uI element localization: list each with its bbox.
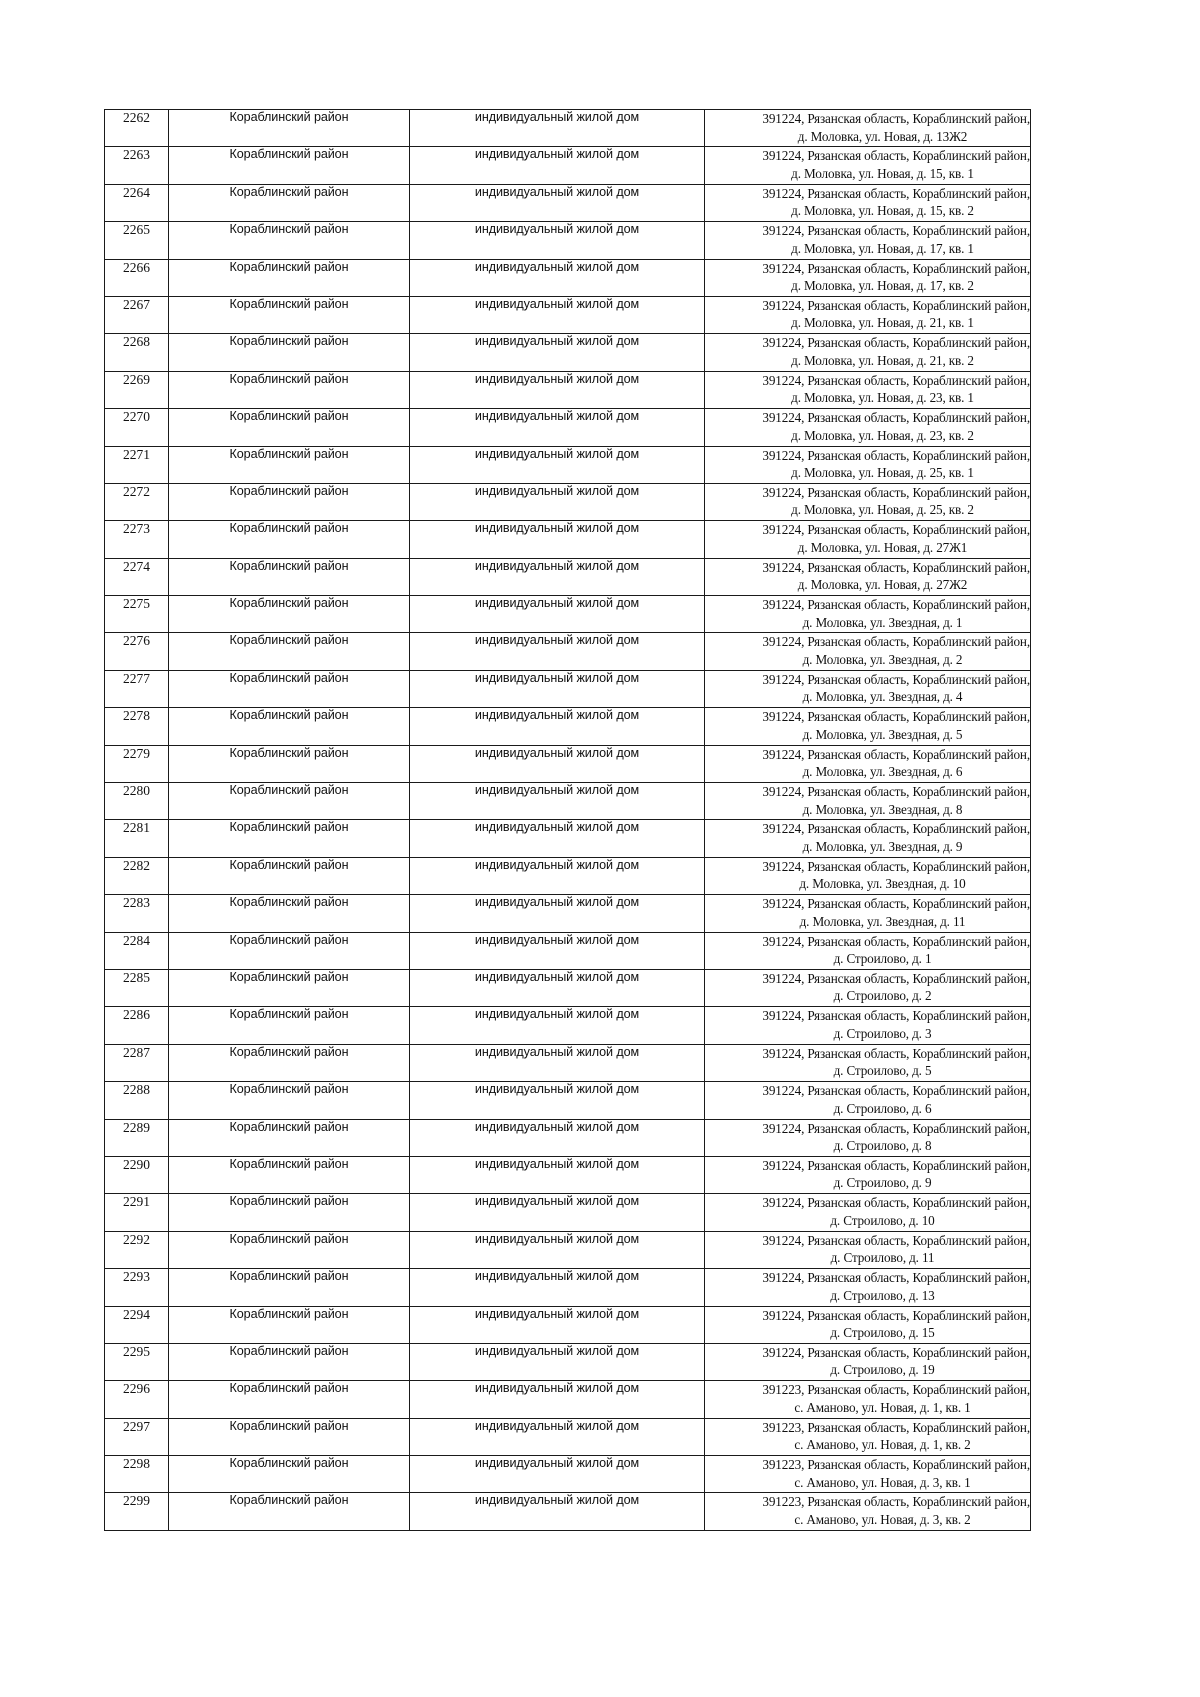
- object-type-cell: индивидуальный жилой дом: [410, 1231, 705, 1268]
- row-number-cell: 2287: [105, 1044, 169, 1081]
- address-cell: [705, 708, 1031, 745]
- object-type-cell: индивидуальный жилой дом: [410, 222, 705, 259]
- table-row: [105, 184, 1031, 221]
- district-cell: Кораблинский район: [169, 446, 410, 483]
- table-row: [105, 708, 1031, 745]
- address-cell: [705, 296, 1031, 333]
- table-row: [105, 1493, 1031, 1530]
- address-line-1: 391224, Рязанская область, Кораблинский район,: [762, 597, 1030, 613]
- address-cell: [705, 1418, 1031, 1455]
- object-type-cell: индивидуальный жилой дом: [410, 1306, 705, 1343]
- address-line-2: д. Моловка, ул. Новая, д. 25, кв. 1: [791, 465, 974, 481]
- address-line-2: д. Моловка, ул. Новая, д. 15, кв. 1: [791, 165, 974, 181]
- object-type-cell: индивидуальный жилой дом: [410, 1194, 705, 1231]
- district-cell: Кораблинский район: [169, 1194, 410, 1231]
- address-cell: [705, 222, 1031, 259]
- object-type-cell: индивидуальный жилой дом: [410, 1343, 705, 1380]
- table-row: [105, 1418, 1031, 1455]
- district-cell: Кораблинский район: [169, 1381, 410, 1418]
- table-row: [105, 745, 1031, 782]
- object-type-cell: индивидуальный жилой дом: [410, 110, 705, 147]
- district-cell: Кораблинский район: [169, 932, 410, 969]
- address-line-2: д. Моловка, ул. Новая, д. 15, кв. 2: [791, 203, 974, 219]
- district-cell: Кораблинский район: [169, 1156, 410, 1193]
- object-type-cell: индивидуальный жилой дом: [410, 1044, 705, 1081]
- address-cell: [705, 1007, 1031, 1044]
- address-line-2: с. Аманово, ул. Новая, д. 1, кв. 1: [794, 1399, 971, 1415]
- address-cell: [705, 932, 1031, 969]
- table-row: [105, 446, 1031, 483]
- district-cell: Кораблинский район: [169, 857, 410, 894]
- address-cell: [705, 895, 1031, 932]
- address-cell: [705, 483, 1031, 520]
- object-type-cell: индивидуальный жилой дом: [410, 745, 705, 782]
- row-number-cell: 2297: [105, 1418, 169, 1455]
- address-line-2: д. Моловка, ул. Звездная, д. 10: [799, 876, 966, 892]
- address-line-1: 391224, Рязанская область, Кораблинский район,: [762, 111, 1030, 126]
- address-line-1: 391224, Рязанская область, Кораблинский район,: [762, 1083, 1030, 1099]
- address-line-2: д. Строилово, д. 5: [833, 1063, 932, 1079]
- table-row: [105, 1456, 1031, 1493]
- address-line-2: д. Строилово, д. 11: [830, 1250, 935, 1266]
- address-line-1: 391224, Рязанская область, Кораблинский район,: [762, 223, 1030, 239]
- object-type-cell: индивидуальный жилой дом: [410, 558, 705, 595]
- object-type-cell: индивидуальный жилой дом: [410, 1156, 705, 1193]
- row-number-cell: 2270: [105, 409, 169, 446]
- district-cell: Кораблинский район: [169, 1418, 410, 1455]
- row-number-cell: 2284: [105, 932, 169, 969]
- object-type-cell: индивидуальный жилой дом: [410, 670, 705, 707]
- row-number-cell: 2288: [105, 1082, 169, 1119]
- table-row: [105, 334, 1031, 371]
- address-line-1: 391224, Рязанская область, Кораблинский район,: [762, 1344, 1030, 1360]
- table-row: [105, 932, 1031, 969]
- row-number-cell: 2262: [105, 110, 169, 147]
- object-type-cell: индивидуальный жилой дом: [410, 259, 705, 296]
- row-number-cell: 2275: [105, 596, 169, 633]
- row-number-cell: 2267: [105, 296, 169, 333]
- row-number-cell: 2280: [105, 783, 169, 820]
- address-line-2: д. Моловка, ул. Новая, д. 21, кв. 2: [791, 352, 974, 368]
- table-row: [105, 371, 1031, 408]
- object-type-cell: индивидуальный жилой дом: [410, 1007, 705, 1044]
- table-row: [105, 633, 1031, 670]
- table-row: [105, 1381, 1031, 1418]
- address-line-1: 391224, Рязанская область, Кораблинский район,: [762, 410, 1030, 426]
- table-row: [105, 521, 1031, 558]
- address-cell: [705, 1343, 1031, 1380]
- table-row: [105, 1306, 1031, 1343]
- address-line-1: 391224, Рязанская область, Кораблинский район,: [762, 1270, 1030, 1286]
- address-line-2: д. Моловка, ул. Новая, д. 17, кв. 1: [791, 240, 974, 256]
- object-type-cell: индивидуальный жилой дом: [410, 708, 705, 745]
- table-row: [105, 1343, 1031, 1380]
- address-cell: [705, 1231, 1031, 1268]
- table-row: [105, 1119, 1031, 1156]
- district-cell: Кораблинский район: [169, 409, 410, 446]
- address-line-1: 391223, Рязанская область, Кораблинский район,: [762, 1419, 1030, 1435]
- address-cell: [705, 1381, 1031, 1418]
- object-type-cell: индивидуальный жилой дом: [410, 783, 705, 820]
- address-cell: [705, 184, 1031, 221]
- address-cell: [705, 783, 1031, 820]
- address-line-1: 391224, Рязанская область, Кораблинский район,: [762, 297, 1030, 313]
- address-cell: [705, 1269, 1031, 1306]
- address-line-1: 391224, Рязанская область, Кораблинский район,: [762, 634, 1030, 650]
- object-type-cell: индивидуальный жилой дом: [410, 596, 705, 633]
- table-row: [105, 558, 1031, 595]
- district-cell: Кораблинский район: [169, 708, 410, 745]
- district-cell: Кораблинский район: [169, 147, 410, 184]
- object-type-cell: индивидуальный жилой дом: [410, 483, 705, 520]
- address-cell: [705, 110, 1031, 147]
- row-number-cell: 2282: [105, 857, 169, 894]
- object-type-cell: индивидуальный жилой дом: [410, 1456, 705, 1493]
- address-cell: [705, 334, 1031, 371]
- table-row: [105, 1269, 1031, 1306]
- table-row: [105, 783, 1031, 820]
- object-type-cell: индивидуальный жилой дом: [410, 633, 705, 670]
- district-cell: Кораблинский район: [169, 1456, 410, 1493]
- table-row: [105, 1044, 1031, 1081]
- table-row: [105, 857, 1031, 894]
- address-line-1: 391224, Рязанская область, Кораблинский район,: [762, 671, 1030, 687]
- registry-table-body: [105, 110, 1031, 1531]
- address-cell: [705, 1306, 1031, 1343]
- row-number-cell: 2283: [105, 895, 169, 932]
- address-cell: [705, 371, 1031, 408]
- district-cell: Кораблинский район: [169, 521, 410, 558]
- address-cell: [705, 558, 1031, 595]
- address-line-1: 391224, Рязанская область, Кораблинский район,: [762, 559, 1030, 575]
- table-row: [105, 969, 1031, 1006]
- address-cell: [705, 1044, 1031, 1081]
- address-line-1: 391224, Рязанская область, Кораблинский район,: [762, 784, 1030, 800]
- district-cell: Кораблинский район: [169, 1119, 410, 1156]
- row-number-cell: 2281: [105, 820, 169, 857]
- address-line-2: с. Аманово, ул. Новая, д. 3, кв. 2: [794, 1511, 971, 1527]
- row-number-cell: 2278: [105, 708, 169, 745]
- object-type-cell: индивидуальный жилой дом: [410, 334, 705, 371]
- table-row: [105, 895, 1031, 932]
- address-cell: [705, 409, 1031, 446]
- address-line-2: д. Строилово, д. 6: [833, 1100, 932, 1116]
- address-line-1: 391223, Рязанская область, Кораблинский район,: [762, 1382, 1030, 1398]
- district-cell: Кораблинский район: [169, 1343, 410, 1380]
- address-cell: [705, 1082, 1031, 1119]
- row-number-cell: 2299: [105, 1493, 169, 1530]
- address-line-1: 391224, Рязанская область, Кораблинский район,: [762, 484, 1030, 500]
- address-cell: [705, 259, 1031, 296]
- address-line-2: д. Моловка, ул. Новая, д. 23, кв. 1: [791, 390, 974, 406]
- address-line-2: д. Моловка, ул. Звездная, д. 4: [802, 689, 963, 705]
- object-type-cell: индивидуальный жилой дом: [410, 446, 705, 483]
- housing-registry-table: [104, 109, 1031, 1531]
- address-line-2: д. Строилово, д. 19: [830, 1362, 935, 1378]
- row-number-cell: 2291: [105, 1194, 169, 1231]
- district-cell: Кораблинский район: [169, 1044, 410, 1081]
- object-type-cell: индивидуальный жилой дом: [410, 296, 705, 333]
- address-line-2: д. Моловка, ул. Новая, д. 23, кв. 2: [791, 427, 974, 443]
- table-row: [105, 147, 1031, 184]
- address-line-2: д. Моловка, ул. Звездная, д. 8: [802, 801, 963, 817]
- address-line-2: д. Моловка, ул. Новая, д. 21, кв. 1: [791, 315, 974, 331]
- address-cell: [705, 670, 1031, 707]
- table-row: [105, 222, 1031, 259]
- address-line-1: 391224, Рязанская область, Кораблинский район,: [762, 896, 1030, 912]
- row-number-cell: 2264: [105, 184, 169, 221]
- object-type-cell: индивидуальный жилой дом: [410, 969, 705, 1006]
- row-number-cell: 2269: [105, 371, 169, 408]
- object-type-cell: индивидуальный жилой дом: [410, 1082, 705, 1119]
- object-type-cell: индивидуальный жилой дом: [410, 1269, 705, 1306]
- row-number-cell: 2263: [105, 147, 169, 184]
- object-type-cell: индивидуальный жилой дом: [410, 147, 705, 184]
- row-number-cell: 2271: [105, 446, 169, 483]
- address-line-2: д. Моловка, ул. Новая, д. 17, кв. 2: [791, 278, 974, 294]
- address-line-1: 391224, Рязанская область, Кораблинский район,: [762, 148, 1030, 164]
- address-cell: [705, 857, 1031, 894]
- address-cell: [705, 521, 1031, 558]
- row-number-cell: 2265: [105, 222, 169, 259]
- object-type-cell: индивидуальный жилой дом: [410, 409, 705, 446]
- address-line-1: 391224, Рязанская область, Кораблинский район,: [762, 1120, 1030, 1136]
- row-number-cell: 2266: [105, 259, 169, 296]
- table-row: [105, 596, 1031, 633]
- address-line-1: 391224, Рязанская область, Кораблинский район,: [762, 1157, 1030, 1173]
- address-line-2: д. Строилово, д. 13: [830, 1287, 935, 1303]
- district-cell: Кораблинский район: [169, 558, 410, 595]
- address-cell: [705, 633, 1031, 670]
- table-row: [105, 259, 1031, 296]
- address-line-2: д. Строилово, д. 3: [833, 1025, 932, 1041]
- district-cell: Кораблинский район: [169, 1231, 410, 1268]
- row-number-cell: 2285: [105, 969, 169, 1006]
- address-cell: [705, 1156, 1031, 1193]
- district-cell: Кораблинский район: [169, 820, 410, 857]
- address-line-1: 391224, Рязанская область, Кораблинский район,: [762, 1008, 1030, 1024]
- row-number-cell: 2274: [105, 558, 169, 595]
- address-line-2: д. Моловка, ул. Звездная, д. 5: [802, 726, 963, 742]
- address-line-1: 391224, Рязанская область, Кораблинский район,: [762, 335, 1030, 351]
- address-line-2: д. Строилово, д. 2: [833, 988, 932, 1004]
- row-number-cell: 2293: [105, 1269, 169, 1306]
- address-line-1: 391224, Рязанская область, Кораблинский район,: [762, 821, 1030, 837]
- address-line-2: д. Моловка, ул. Звездная, д. 1: [802, 614, 963, 630]
- address-line-1: 391224, Рязанская область, Кораблинский район,: [762, 372, 1030, 388]
- object-type-cell: индивидуальный жилой дом: [410, 1493, 705, 1530]
- address-cell: [705, 820, 1031, 857]
- address-line-1: 391224, Рязанская область, Кораблинский район,: [762, 522, 1030, 538]
- address-cell: [705, 446, 1031, 483]
- table-row: [105, 110, 1031, 147]
- table-row: [105, 483, 1031, 520]
- table-row: [105, 409, 1031, 446]
- district-cell: Кораблинский район: [169, 259, 410, 296]
- object-type-cell: индивидуальный жилой дом: [410, 820, 705, 857]
- row-number-cell: 2292: [105, 1231, 169, 1268]
- object-type-cell: индивидуальный жилой дом: [410, 521, 705, 558]
- district-cell: Кораблинский район: [169, 184, 410, 221]
- address-cell: [705, 745, 1031, 782]
- address-line-1: 391223, Рязанская область, Кораблинский район,: [762, 1457, 1030, 1473]
- object-type-cell: индивидуальный жилой дом: [410, 1381, 705, 1418]
- row-number-cell: 2273: [105, 521, 169, 558]
- district-cell: Кораблинский район: [169, 969, 410, 1006]
- address-cell: [705, 969, 1031, 1006]
- object-type-cell: индивидуальный жилой дом: [410, 1119, 705, 1156]
- table-row: [105, 820, 1031, 857]
- address-line-2: д. Моловка, ул. Новая, д. 27Ж1: [797, 539, 968, 555]
- row-number-cell: 2298: [105, 1456, 169, 1493]
- address-line-1: 391224, Рязанская область, Кораблинский район,: [762, 1232, 1030, 1248]
- row-number-cell: 2289: [105, 1119, 169, 1156]
- address-line-1: 391224, Рязанская область, Кораблинский район,: [762, 1045, 1030, 1061]
- address-line-2: д. Строилово, д. 10: [830, 1212, 935, 1228]
- row-number-cell: 2295: [105, 1343, 169, 1380]
- address-line-2: д. Моловка, ул. Звездная, д. 2: [802, 651, 963, 667]
- address-line-1: 391224, Рязанская область, Кораблинский район,: [762, 260, 1030, 276]
- table-row: [105, 1231, 1031, 1268]
- district-cell: Кораблинский район: [169, 596, 410, 633]
- address-cell: [705, 1194, 1031, 1231]
- row-number-cell: 2268: [105, 334, 169, 371]
- address-line-1: 391224, Рязанская область, Кораблинский район,: [762, 858, 1030, 874]
- row-number-cell: 2272: [105, 483, 169, 520]
- address-line-1: 391224, Рязанская область, Кораблинский район,: [762, 933, 1030, 949]
- object-type-cell: индивидуальный жилой дом: [410, 1418, 705, 1455]
- object-type-cell: индивидуальный жилой дом: [410, 371, 705, 408]
- object-type-cell: индивидуальный жилой дом: [410, 184, 705, 221]
- table-row: [105, 1007, 1031, 1044]
- object-type-cell: индивидуальный жилой дом: [410, 857, 705, 894]
- address-line-2: д. Моловка, ул. Звездная, д. 9: [802, 838, 963, 854]
- district-cell: Кораблинский район: [169, 783, 410, 820]
- address-line-2: д. Моловка, ул. Новая, д. 27Ж2: [797, 577, 968, 593]
- address-line-2: д. Строилово, д. 8: [833, 1138, 932, 1154]
- address-line-2: с. Аманово, ул. Новая, д. 3, кв. 1: [794, 1474, 971, 1490]
- row-number-cell: 2276: [105, 633, 169, 670]
- district-cell: Кораблинский район: [169, 483, 410, 520]
- address-line-1: 391224, Рязанская область, Кораблинский район,: [762, 1195, 1030, 1211]
- address-line-2: с. Аманово, ул. Новая, д. 1, кв. 2: [794, 1437, 971, 1453]
- address-line-2: д. Моловка, ул. Звездная, д. 6: [802, 764, 963, 780]
- address-line-1: 391224, Рязанская область, Кораблинский район,: [762, 1307, 1030, 1323]
- table-row: [105, 296, 1031, 333]
- address-line-2: д. Строилово, д. 9: [833, 1175, 932, 1191]
- object-type-cell: индивидуальный жилой дом: [410, 895, 705, 932]
- district-cell: Кораблинский район: [169, 296, 410, 333]
- district-cell: Кораблинский район: [169, 1082, 410, 1119]
- address-line-2: д. Моловка, ул. Новая, д. 13Ж2: [797, 128, 968, 144]
- address-cell: [705, 147, 1031, 184]
- table-row: [105, 1194, 1031, 1231]
- address-line-1: 391224, Рязанская область, Кораблинский район,: [762, 185, 1030, 201]
- address-line-1: 391223, Рязанская область, Кораблинский район,: [762, 1494, 1030, 1510]
- district-cell: Кораблинский район: [169, 633, 410, 670]
- object-type-cell: индивидуальный жилой дом: [410, 932, 705, 969]
- address-cell: [705, 596, 1031, 633]
- district-cell: Кораблинский район: [169, 371, 410, 408]
- row-number-cell: 2277: [105, 670, 169, 707]
- row-number-cell: 2296: [105, 1381, 169, 1418]
- row-number-cell: 2290: [105, 1156, 169, 1193]
- address-cell: [705, 1119, 1031, 1156]
- address-cell: [705, 1456, 1031, 1493]
- address-line-2: д. Строилово, д. 15: [830, 1325, 935, 1340]
- district-cell: Кораблинский район: [169, 110, 410, 147]
- table-row: [105, 1082, 1031, 1119]
- table-row: [105, 1156, 1031, 1193]
- address-line-1: 391224, Рязанская область, Кораблинский район,: [762, 970, 1030, 986]
- row-number-cell: 2294: [105, 1306, 169, 1343]
- district-cell: Кораблинский район: [169, 1306, 410, 1343]
- district-cell: Кораблинский район: [169, 1007, 410, 1044]
- district-cell: Кораблинский район: [169, 1493, 410, 1530]
- district-cell: Кораблинский район: [169, 222, 410, 259]
- table-row: [105, 670, 1031, 707]
- district-cell: Кораблинский район: [169, 670, 410, 707]
- address-line-2: д. Моловка, ул. Новая, д. 25, кв. 2: [791, 502, 974, 518]
- address-line-2: д. Строилово, д. 1: [833, 951, 932, 967]
- district-cell: Кораблинский район: [169, 1269, 410, 1306]
- row-number-cell: 2286: [105, 1007, 169, 1044]
- district-cell: Кораблинский район: [169, 745, 410, 782]
- address-line-2: д. Моловка, ул. Звездная, д. 11: [799, 913, 966, 929]
- row-number-cell: 2279: [105, 745, 169, 782]
- district-cell: Кораблинский район: [169, 895, 410, 932]
- address-line-1: 391224, Рязанская область, Кораблинский район,: [762, 746, 1030, 762]
- district-cell: Кораблинский район: [169, 334, 410, 371]
- address-line-1: 391224, Рязанская область, Кораблинский район,: [762, 709, 1030, 725]
- address-line-1: 391224, Рязанская область, Кораблинский район,: [762, 447, 1030, 463]
- address-cell: [705, 1493, 1031, 1530]
